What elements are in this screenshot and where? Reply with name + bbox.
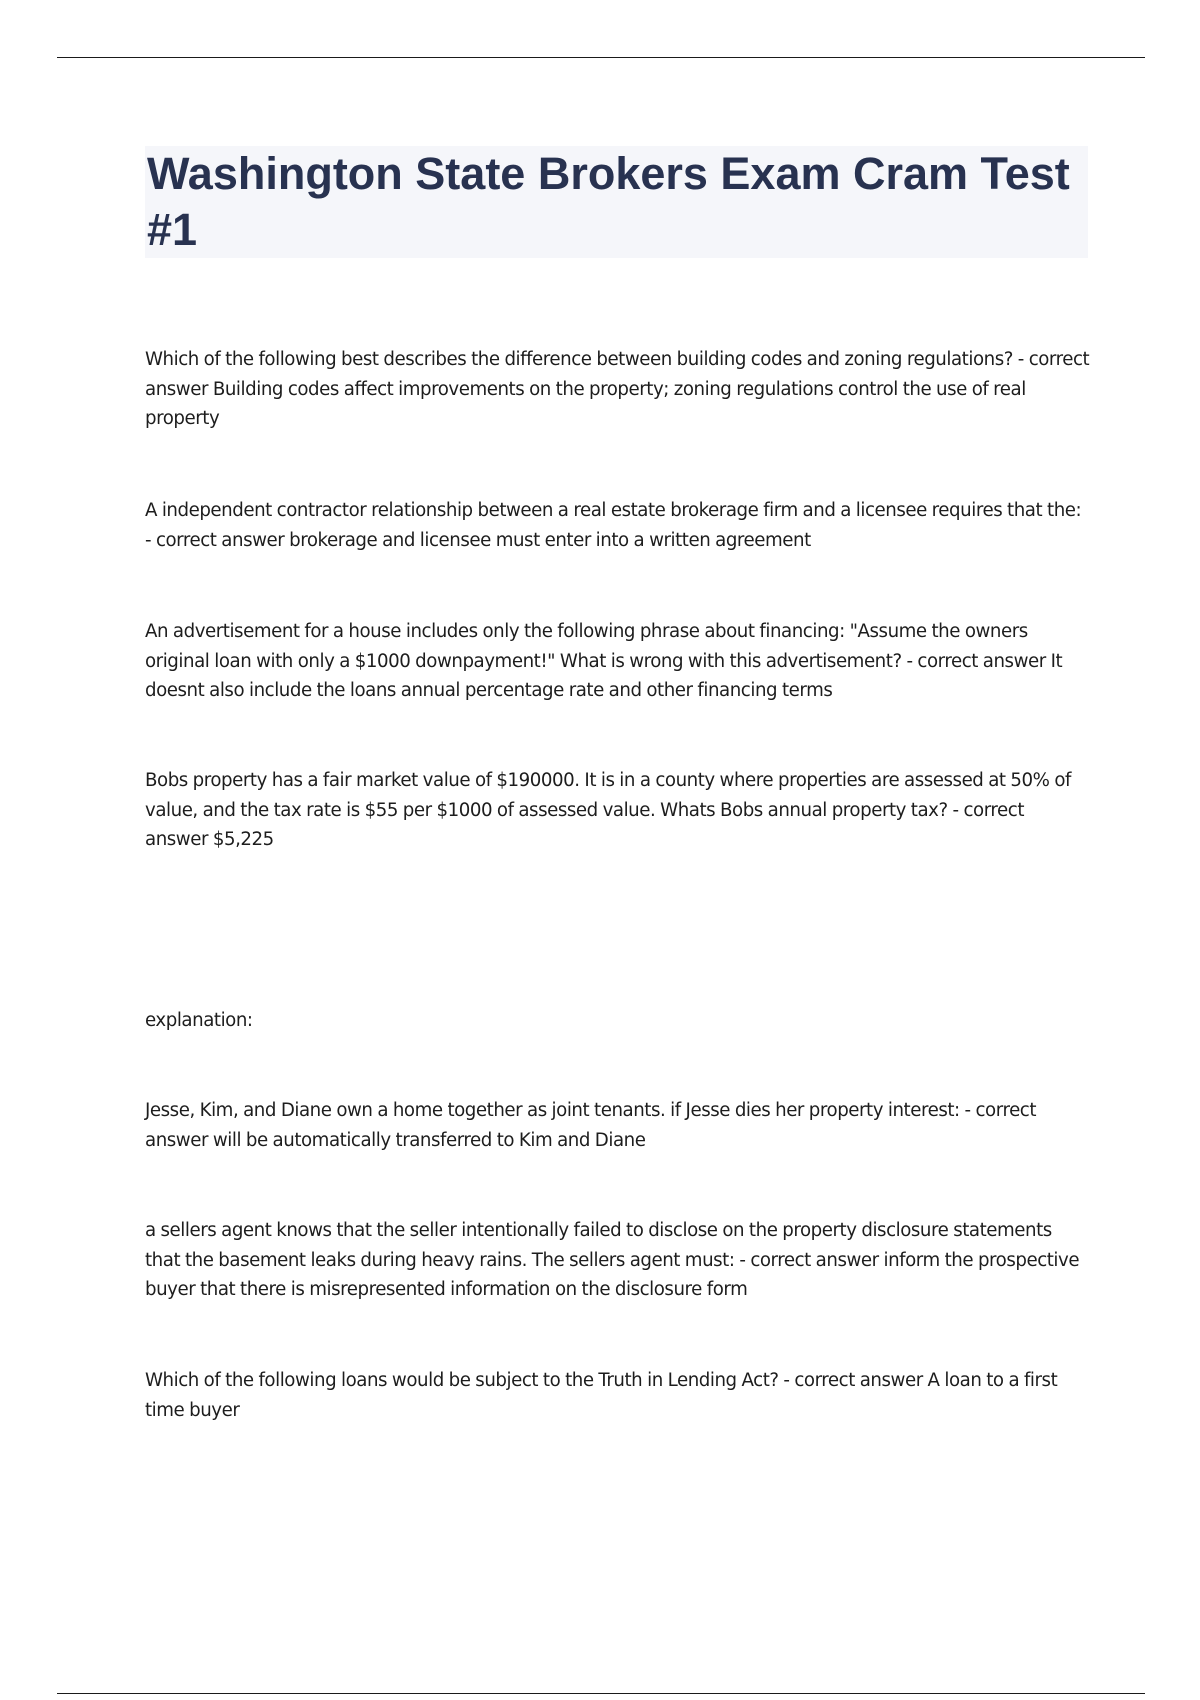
document-title: Washington State Brokers Exam Cram Test #1: [147, 148, 1070, 255]
explanation-label: explanation:: [145, 1010, 253, 1031]
top-divider: [57, 57, 1145, 58]
question-answer-3: An advertisement for a house includes only the following phrase about financing: "Assume the owners original loan with only a $1000 downpayment!" What is wrong with this advertisement? - correct answer It doesnt also include the loans annual percentage rate and other financing terms: [145, 621, 1063, 701]
question-answer-5: Jesse, Kim, and Diane own a home together as joint tenants. if Jesse dies her property interest: - correct answer will be automatically transferred to Kim and Diane: [145, 1100, 1037, 1151]
bottom-divider: [57, 1693, 1145, 1694]
question-answer-2: A independent contractor relationship between a real estate brokerage firm and a licensee requires that the: - correct answer brokerage and licensee must enter into a written agreement: [145, 500, 1082, 551]
question-answer-1: Which of the following best describes the difference between building codes and zoning regulations? - correct answer Building codes affect improvements on the property; zoning regulations control the use of real property: [145, 349, 1090, 429]
question-answer-4: Bobs property has a fair market value of $190000. It is in a county where properties are assessed at 50% of value, and the tax rate is $55 per $1000 of assessed value. Whats Bobs annual property tax? - correct answer $5,225: [145, 770, 1071, 850]
question-answer-6: a sellers agent knows that the seller intentionally failed to disclose on the property disclosure statements that the basement leaks during heavy rains. The sellers agent must: - correct answer inform the prospective buyer that there is misrepresented information on the disclosure form: [145, 1220, 1080, 1300]
title-banner: [145, 146, 1088, 258]
question-answer-7: Which of the following loans would be subject to the Truth in Lending Act? - correct answer A loan to a first time buyer: [145, 1370, 1058, 1421]
